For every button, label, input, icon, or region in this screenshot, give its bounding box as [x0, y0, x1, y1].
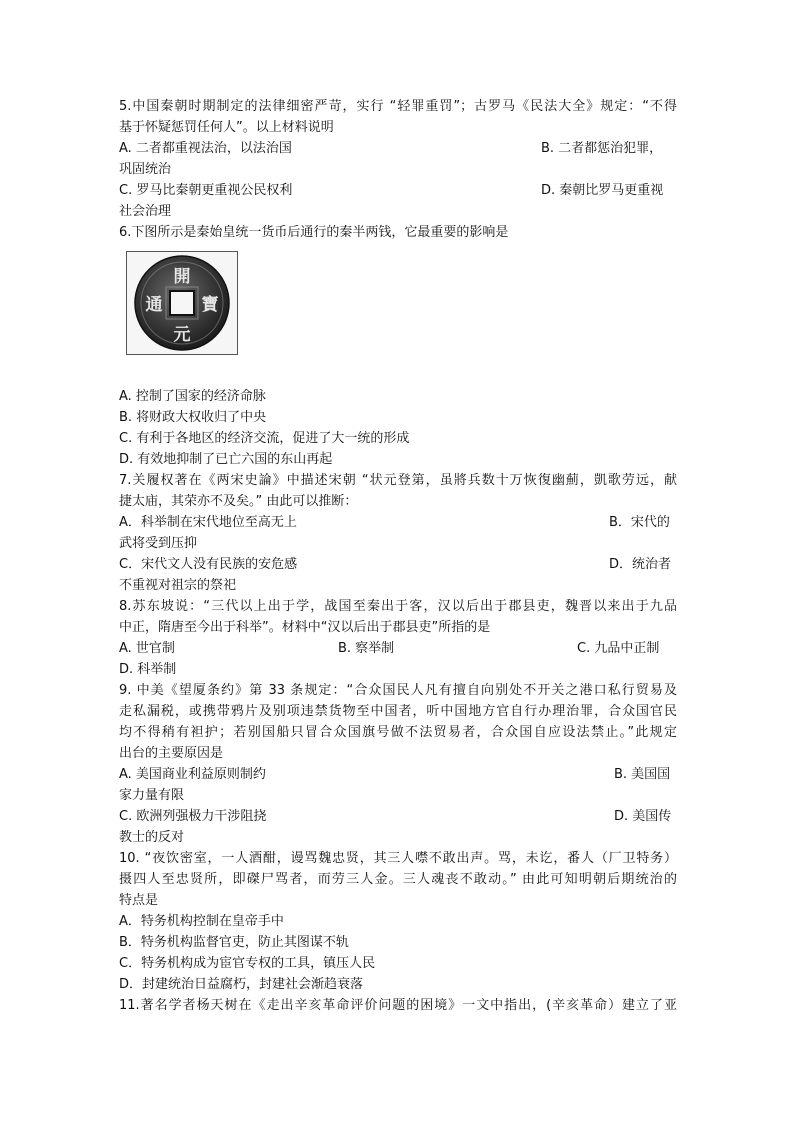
q5-option-b: B. 二者都惩治犯罪， [541, 141, 663, 156]
q10-option-d: D．封建统治日益腐朽，封建社会渐趋衰落 [119, 977, 364, 992]
q10-option-b: B．特务机构监督官吏，防止其图谋不轨 [119, 935, 349, 950]
q7-option-d: D．统治者 [609, 557, 672, 572]
q8-stem-line1: 8.苏东坡说：“三代以上出于学，战国至秦出于客，汉以后出于郡县吏，魏晋以来出于九品 [119, 599, 677, 614]
q10-stem-line3: 特点是 [119, 893, 159, 908]
q9-option-c: C. 欧洲列强极力干涉阻挠 [119, 809, 267, 824]
q11-stem-line1: 11.著名学者杨天树在《走出辛亥革命评价问题的困境》一文中指出，(辛亥革命）建立了亚 [119, 998, 677, 1013]
coin-illustration [127, 252, 236, 353]
q8-option-d: D. 科举制 [119, 662, 177, 677]
q8-option-b: B. 察举制 [338, 641, 395, 656]
q6-stem: 6.下图所示是秦始皇统一货币后通行的秦半两钱，它最重要的影响是 [119, 225, 509, 240]
q8-option-a: A. 世官制 [119, 641, 175, 656]
coin-char-right: 寶 [201, 295, 219, 315]
q7-option-b-cont: 武将受到压抑 [119, 536, 198, 551]
q5-stem-line2: 基于怀疑惩罚任何人”。以上材料说明 [119, 120, 334, 135]
q6-option-b: B. 将财政大权收归了中央 [119, 410, 267, 425]
q9-stem-line3: 均不得稍有袒护；若别国船只冒合众国旗号做不法贸易者，合众国自应设法禁止。”此规定 [119, 725, 677, 740]
q10-stem-line2: 摄四人至忠贤所，即磔尸骂者，而劳三人金。三人魂丧不敢动。” 由此可知明朝后期统治的 [119, 872, 677, 887]
q8-stem-line2: 中正，隋唐至今出于科举”。材料中“汉以后出于郡县吏”所指的是 [119, 620, 491, 635]
q9-option-d-cont: 教士的反对 [119, 830, 185, 845]
q9-stem-line4: 出台的主要原因是 [119, 746, 224, 761]
q6-option-a: A. 控制了国家的经济命脉 [119, 389, 266, 404]
q7-stem-line1: 7.关履权著在《两宋史論》中描述宋朝 “状元登第，虽將兵数十万恢復幽薊，凱歌劳远，献 [119, 473, 677, 488]
q5-option-b-cont: 巩固统治 [119, 162, 172, 177]
q10-option-a: A．特务机构控制在皇帝手中 [119, 914, 284, 929]
q7-option-c: C．宋代文人没有民族的安危感 [119, 557, 298, 572]
coin-char-top: 開 [173, 267, 191, 287]
q5-option-c: C. 罗马比秦朝更重视公民权利 [119, 183, 293, 198]
q8-option-c: C. 九品中正制 [577, 641, 660, 656]
q10-stem-line1: 10. “夜饮密室，一人酒酣，谩骂魏忠贤，其三人噤不敢出声。骂，未讫，番人（厂卫特务） [119, 851, 677, 866]
q6-option-c: C. 有利于各地区的经济交流，促进了大一统的形成 [119, 431, 410, 446]
q5-stem-line1: 5.中国秦朝时期制定的法律细密严苛，实行 “轻罪重罚”；古罗马《民法大全》规定：“不得 [119, 99, 677, 114]
q9-stem-line2: 走私漏税，或携带鸦片及别项违禁货物至中国者，听中国地方官自行办理治罪，合众国官民 [119, 704, 677, 719]
q5-option-a: A. 二者都重视法治，以法治国 [119, 141, 292, 156]
q7-stem-line2: 捷太庙，其荣亦不及矣。” 由此可以推断： [119, 494, 358, 509]
coin-char-bottom: 元 [173, 325, 191, 345]
q7-option-a: A．科举制在宋代地位至高无上 [119, 515, 297, 530]
q6-option-d: D. 有效地抑制了已亡六国的东山再起 [119, 452, 333, 467]
q9-option-b: B. 美国国 [614, 767, 671, 782]
q9-option-d: D. 美国传 [614, 809, 672, 824]
coin-char-left: 通 [145, 295, 163, 315]
q9-stem-line1: 9. 中美《望厦条约》第 33 条规定：“合众国民人凡有擅自向别处不开关之港口私行贸易及 [119, 683, 677, 698]
q5-option-d: D. 秦朝比罗马更重视 [541, 183, 664, 198]
q9-option-b-cont: 家力量有限 [119, 788, 185, 803]
q5-option-d-cont: 社会治理 [119, 204, 172, 219]
coin-square-hole [170, 291, 194, 315]
q10-option-c: C．特务机构成为宦官专权的工具，镇压人民 [119, 956, 376, 971]
q9-option-a: A. 美国商业利益原则制约 [119, 767, 266, 782]
q7-option-b: B．宋代的 [609, 515, 670, 530]
coin-image [126, 251, 238, 355]
q7-option-d-cont: 不重视对祖宗的祭祀 [119, 578, 237, 593]
